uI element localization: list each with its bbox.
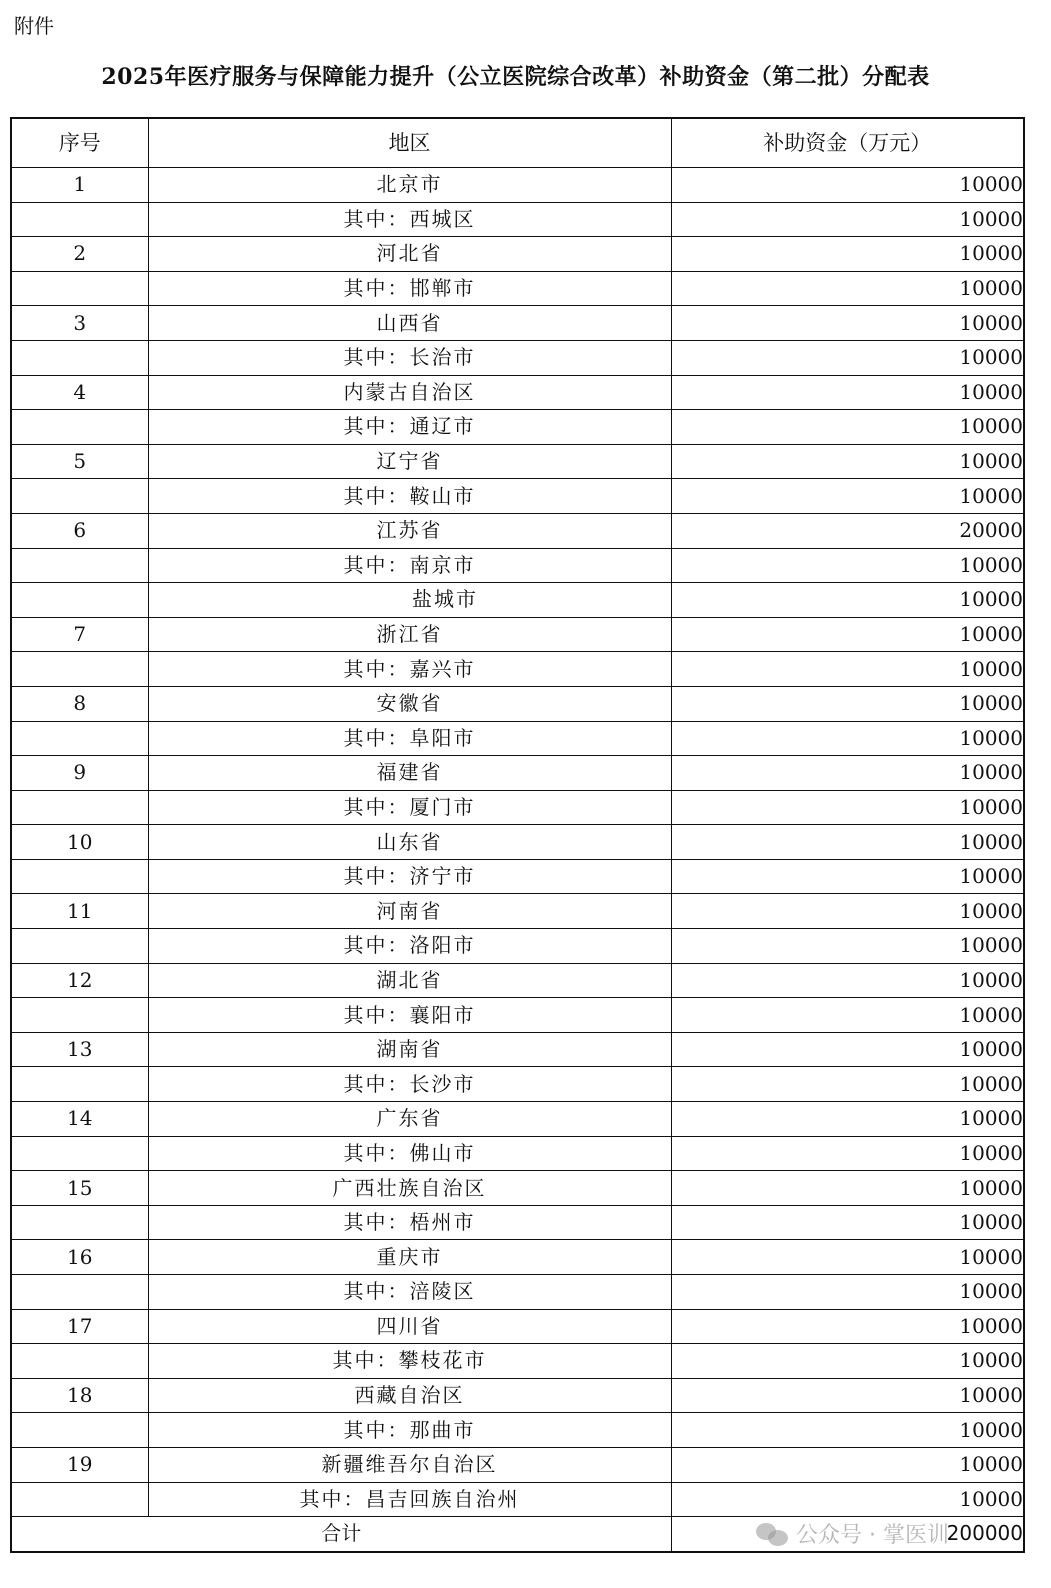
row-region: 湖南省 bbox=[148, 1032, 671, 1067]
row-number bbox=[11, 548, 148, 583]
row-region: 西藏自治区 bbox=[148, 1378, 671, 1413]
header-number: 序号 bbox=[11, 118, 148, 168]
table-row bbox=[11, 721, 1024, 756]
row-region: 山西省 bbox=[148, 306, 671, 341]
row-number: 8 bbox=[11, 686, 148, 721]
row-region: 其中：邯郸市 bbox=[148, 271, 671, 306]
row-region: 其中：洛阳市 bbox=[148, 929, 671, 964]
row-number bbox=[11, 1205, 148, 1240]
table-row bbox=[11, 479, 1024, 514]
row-amount: 10000 bbox=[671, 1102, 1024, 1137]
row-amount: 10000 bbox=[671, 790, 1024, 825]
row-region: 其中：鞍山市 bbox=[148, 479, 671, 514]
watermark-text: 公众号 · 掌医训 bbox=[796, 1523, 949, 1548]
table-row bbox=[11, 963, 1024, 998]
table-row bbox=[11, 1482, 1024, 1517]
row-region: 其中：长治市 bbox=[148, 340, 671, 375]
row-number bbox=[11, 202, 148, 237]
row-amount: 10000 bbox=[671, 721, 1024, 756]
row-amount: 10000 bbox=[671, 340, 1024, 375]
row-amount: 10000 bbox=[671, 375, 1024, 410]
row-region: 广西壮族自治区 bbox=[148, 1171, 671, 1206]
allocation-table bbox=[10, 117, 1025, 1553]
row-number bbox=[11, 859, 148, 894]
table-row bbox=[11, 686, 1024, 721]
table-row bbox=[11, 1067, 1024, 1102]
row-number: 11 bbox=[11, 894, 148, 929]
table-row bbox=[11, 1032, 1024, 1067]
row-amount: 10000 bbox=[671, 1136, 1024, 1171]
table-row bbox=[11, 1136, 1024, 1171]
row-amount: 10000 bbox=[671, 1205, 1024, 1240]
row-number: 7 bbox=[11, 617, 148, 652]
row-amount: 10000 bbox=[671, 617, 1024, 652]
row-number: 5 bbox=[11, 444, 148, 479]
table-row bbox=[11, 1205, 1024, 1240]
row-amount: 10000 bbox=[671, 1413, 1024, 1448]
row-number bbox=[11, 1136, 148, 1171]
table-row bbox=[11, 790, 1024, 825]
table-row bbox=[11, 652, 1024, 687]
table-row bbox=[11, 1413, 1024, 1448]
row-region: 其中：南京市 bbox=[148, 548, 671, 583]
table-row bbox=[11, 1344, 1024, 1379]
row-number bbox=[11, 652, 148, 687]
row-amount: 10000 bbox=[671, 1482, 1024, 1517]
row-number bbox=[11, 340, 148, 375]
row-number: 14 bbox=[11, 1102, 148, 1137]
row-region: 其中：襄阳市 bbox=[148, 998, 671, 1033]
row-amount: 10000 bbox=[671, 237, 1024, 272]
row-amount: 10000 bbox=[671, 1447, 1024, 1482]
row-amount: 10000 bbox=[671, 1240, 1024, 1275]
row-number: 6 bbox=[11, 513, 148, 548]
table-row bbox=[11, 410, 1024, 445]
row-region: 其中：长沙市 bbox=[148, 1067, 671, 1102]
row-region: 福建省 bbox=[148, 756, 671, 791]
row-region: 其中：那曲市 bbox=[148, 1413, 671, 1448]
row-amount: 10000 bbox=[671, 271, 1024, 306]
row-amount: 10000 bbox=[671, 1309, 1024, 1344]
row-amount: 10000 bbox=[671, 859, 1024, 894]
row-amount: 10000 bbox=[671, 583, 1024, 618]
row-number bbox=[11, 998, 148, 1033]
total-amount: 200000 bbox=[671, 1517, 1024, 1552]
table-row bbox=[11, 168, 1024, 203]
table-row bbox=[11, 1447, 1024, 1482]
table-row bbox=[11, 617, 1024, 652]
row-region: 其中：梧州市 bbox=[148, 1205, 671, 1240]
table-row bbox=[11, 1309, 1024, 1344]
row-number: 3 bbox=[11, 306, 148, 341]
row-amount: 10000 bbox=[671, 756, 1024, 791]
table-row bbox=[11, 1171, 1024, 1206]
row-region: 其中：阜阳市 bbox=[148, 721, 671, 756]
row-number bbox=[11, 721, 148, 756]
row-region: 山东省 bbox=[148, 825, 671, 860]
row-number: 16 bbox=[11, 1240, 148, 1275]
total-row bbox=[11, 1517, 1024, 1552]
row-number bbox=[11, 1275, 148, 1310]
attachment-label: 附件 bbox=[14, 14, 54, 38]
table-header-row bbox=[11, 118, 1024, 168]
row-region: 其中：涪陵区 bbox=[148, 1275, 671, 1310]
row-number: 13 bbox=[11, 1032, 148, 1067]
row-number bbox=[11, 929, 148, 964]
row-number bbox=[11, 410, 148, 445]
row-number: 4 bbox=[11, 375, 148, 410]
row-number: 19 bbox=[11, 1447, 148, 1482]
table-row bbox=[11, 271, 1024, 306]
row-region: 江苏省 bbox=[148, 513, 671, 548]
table-row bbox=[11, 202, 1024, 237]
row-region: 其中：通辽市 bbox=[148, 410, 671, 445]
row-number bbox=[11, 1482, 148, 1517]
row-number bbox=[11, 271, 148, 306]
row-number bbox=[11, 1413, 148, 1448]
row-region: 浙江省 bbox=[148, 617, 671, 652]
row-amount: 10000 bbox=[671, 825, 1024, 860]
row-region: 其中：厦门市 bbox=[148, 790, 671, 825]
document-title: 2025年医疗服务与保障能力提升（公立医院综合改革）补助资金（第二批）分配表 bbox=[101, 64, 930, 90]
row-number: 9 bbox=[11, 756, 148, 791]
row-number: 10 bbox=[11, 825, 148, 860]
row-number bbox=[11, 583, 148, 618]
row-region: 其中：攀枝花市 bbox=[148, 1344, 671, 1379]
row-region: 重庆市 bbox=[148, 1240, 671, 1275]
header-amount: 补助资金（万元） bbox=[671, 118, 1024, 168]
row-region: 辽宁省 bbox=[148, 444, 671, 479]
header-region: 地区 bbox=[148, 118, 671, 168]
row-amount: 10000 bbox=[671, 444, 1024, 479]
table-body bbox=[11, 168, 1024, 1517]
row-number: 17 bbox=[11, 1309, 148, 1344]
row-amount: 10000 bbox=[671, 1344, 1024, 1379]
row-number bbox=[11, 1067, 148, 1102]
row-amount: 10000 bbox=[671, 929, 1024, 964]
table-row bbox=[11, 1275, 1024, 1310]
row-region: 新疆维吾尔自治区 bbox=[148, 1447, 671, 1482]
table-row bbox=[11, 825, 1024, 860]
table-row bbox=[11, 583, 1024, 618]
row-amount: 10000 bbox=[671, 1067, 1024, 1102]
table-row bbox=[11, 548, 1024, 583]
total-label: 合计 bbox=[11, 1517, 671, 1552]
row-region bbox=[148, 583, 671, 618]
row-region: 北京市 bbox=[148, 168, 671, 203]
row-number: 12 bbox=[11, 963, 148, 998]
row-region: 其中：昌吉回族自治州 bbox=[148, 1482, 671, 1517]
table-row bbox=[11, 1240, 1024, 1275]
row-region: 内蒙古自治区 bbox=[148, 375, 671, 410]
table-row bbox=[11, 444, 1024, 479]
table-row bbox=[11, 756, 1024, 791]
table-row bbox=[11, 340, 1024, 375]
row-number bbox=[11, 790, 148, 825]
row-amount: 10000 bbox=[671, 168, 1024, 203]
row-amount: 10000 bbox=[671, 963, 1024, 998]
table-row bbox=[11, 513, 1024, 548]
row-region: 其中：西城区 bbox=[148, 202, 671, 237]
row-amount: 10000 bbox=[671, 652, 1024, 687]
row-amount: 10000 bbox=[671, 998, 1024, 1033]
row-amount: 10000 bbox=[671, 1032, 1024, 1067]
row-amount: 10000 bbox=[671, 894, 1024, 929]
row-amount: 10000 bbox=[671, 202, 1024, 237]
row-number: 18 bbox=[11, 1378, 148, 1413]
row-region: 四川省 bbox=[148, 1309, 671, 1344]
row-amount: 10000 bbox=[671, 1378, 1024, 1413]
row-region: 广东省 bbox=[148, 1102, 671, 1137]
row-region: 安徽省 bbox=[148, 686, 671, 721]
row-amount: 10000 bbox=[671, 306, 1024, 341]
table-row bbox=[11, 1378, 1024, 1413]
row-number bbox=[11, 1344, 148, 1379]
table-row bbox=[11, 1102, 1024, 1137]
row-region: 河南省 bbox=[148, 894, 671, 929]
table-row bbox=[11, 894, 1024, 929]
row-region: 其中：嘉兴市 bbox=[148, 652, 671, 687]
table-row bbox=[11, 375, 1024, 410]
row-number bbox=[11, 479, 148, 514]
row-amount: 10000 bbox=[671, 686, 1024, 721]
row-amount: 10000 bbox=[671, 548, 1024, 583]
row-number: 2 bbox=[11, 237, 148, 272]
row-region: 其中：济宁市 bbox=[148, 859, 671, 894]
table-row bbox=[11, 998, 1024, 1033]
row-amount: 10000 bbox=[671, 1275, 1024, 1310]
row-amount: 10000 bbox=[671, 479, 1024, 514]
row-number: 15 bbox=[11, 1171, 148, 1206]
row-amount: 20000 bbox=[671, 513, 1024, 548]
table-row bbox=[11, 306, 1024, 341]
row-region: 湖北省 bbox=[148, 963, 671, 998]
row-amount: 10000 bbox=[671, 410, 1024, 445]
table-row bbox=[11, 929, 1024, 964]
table-row bbox=[11, 237, 1024, 272]
row-region: 河北省 bbox=[148, 237, 671, 272]
row-number: 1 bbox=[11, 168, 148, 203]
row-amount: 10000 bbox=[671, 1171, 1024, 1206]
row-region: 其中：佛山市 bbox=[148, 1136, 671, 1171]
table-row bbox=[11, 859, 1024, 894]
row-region-text: 盐城市 bbox=[412, 587, 478, 612]
